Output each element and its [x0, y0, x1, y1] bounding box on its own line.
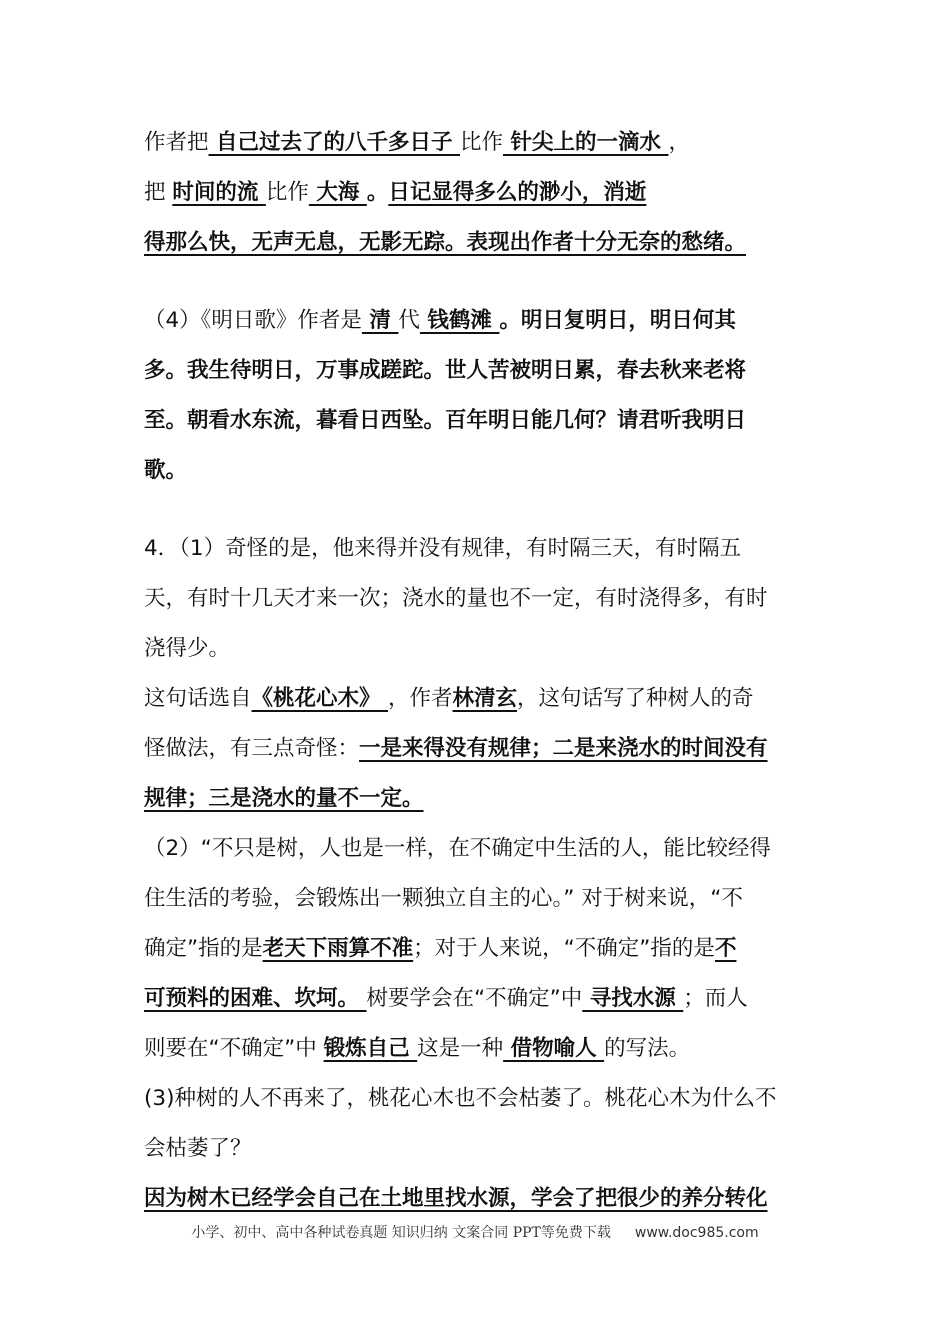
text-line [144, 724, 808, 774]
text-line: 多。我生待明日，万事成蹉跎。世人苦被明日累，春去秋来老将 [144, 358, 747, 383]
text-line [144, 1024, 808, 1074]
answer: 寻找水源 [582, 986, 684, 1011]
answer: 老天下雨算不准 [262, 936, 414, 961]
text: 比作 [460, 130, 504, 155]
answer: 不 [714, 936, 737, 961]
spacer [144, 496, 808, 524]
answer: 自己过去了的八千多日子 [208, 130, 460, 155]
text-line: （2）“不只是树，人也是一样，在不确定中生活的人，能比较经得 [144, 836, 771, 861]
text: ；而人 [683, 986, 748, 1011]
text: 则要在“不确定”中 [144, 1036, 324, 1061]
text: 比作 [265, 180, 309, 205]
text-line: 天，有时十几天才来一次；浇水的量也不一定，有时浇得多，有时 [144, 586, 768, 611]
text: 树要学会在“不确定”中 [366, 986, 583, 1011]
text-line: 至。朝看水东流，暮看日西坠。百年明日能几何？请君听我明日 [144, 408, 747, 433]
text-line [144, 118, 808, 168]
text: ，作者 [388, 686, 453, 711]
answer-line: 得那么快，无声无息，无影无踪。表现出作者十分无奈的愁绪。 [144, 230, 747, 255]
text-line: (3)种树的人不再来了，桃花心木也不会枯萎了。桃花心木为什么不 [144, 1086, 777, 1111]
answer: 可预料的困难、坎坷。 [144, 986, 367, 1011]
answer: 《桃花心木》 [251, 686, 389, 711]
text-line [144, 974, 808, 1024]
answer-line: 因为树木已经学会自己在土地里找水源，学会了把很少的养分转化 [144, 1186, 768, 1211]
text: 这是一种 [417, 1036, 504, 1061]
answer: 借物喻人 [503, 1036, 605, 1061]
answer: 林清玄 [452, 686, 518, 711]
text-line [144, 168, 808, 218]
page-footer [0, 1222, 950, 1242]
answer: 针尖上的一滴水 [503, 130, 669, 155]
text-line: 会枯萎了？ [144, 1136, 252, 1161]
text: 把 [144, 180, 173, 205]
text: 的写法。 [604, 1036, 691, 1061]
text-line [144, 296, 808, 346]
spacer [144, 268, 808, 296]
text: 代 [398, 308, 420, 333]
answer: 大海 [308, 180, 367, 205]
text-line: 4．（1）奇怪的是，他来得并没有规律，有时隔三天，有时隔五 [144, 536, 742, 561]
answer-line: 规律；三是浇水的量不一定。 [144, 786, 424, 811]
text: 作者把 [144, 130, 209, 155]
text: 这句话选自 [144, 686, 252, 711]
text-line: 浇得少。 [144, 636, 231, 661]
footer-url: www.doc985.com [634, 1225, 759, 1241]
answer: 时间的流 [172, 180, 266, 205]
text-line [144, 674, 808, 724]
text: ，这句话写了种树人的奇 [517, 686, 754, 711]
text-line [144, 924, 808, 974]
document-body [144, 118, 808, 1224]
answer: 一是来得没有规律；二是来浇水的时间没有 [359, 736, 768, 761]
answer: 钱鹤滩 [419, 308, 500, 333]
text: ；对于人来说，“不确定”指的是 [413, 936, 715, 961]
text: （4）《明日歌》作者是 [144, 308, 362, 333]
text-line: 歌。 [144, 458, 188, 483]
text: ， [668, 130, 691, 155]
text-line: 住生活的考验，会锻炼出一颗独立自主的心。” 对于树来说，“不 [144, 886, 743, 911]
answer: 日记显得多么的渺小，消逝 [388, 180, 647, 205]
footer-text: 小学、初中、高中各种试卷真题 知识归纳 文案合同 PPT等免费下载 [191, 1225, 611, 1241]
text: 。明日复明日，明日何其 [499, 308, 736, 333]
answer: 锻炼自己 [323, 1036, 418, 1061]
text: 。 [366, 180, 389, 205]
text: 确定”指的是 [144, 936, 263, 961]
text: 怪做法，有三点奇怪： [144, 736, 360, 761]
answer: 清 [361, 308, 399, 333]
